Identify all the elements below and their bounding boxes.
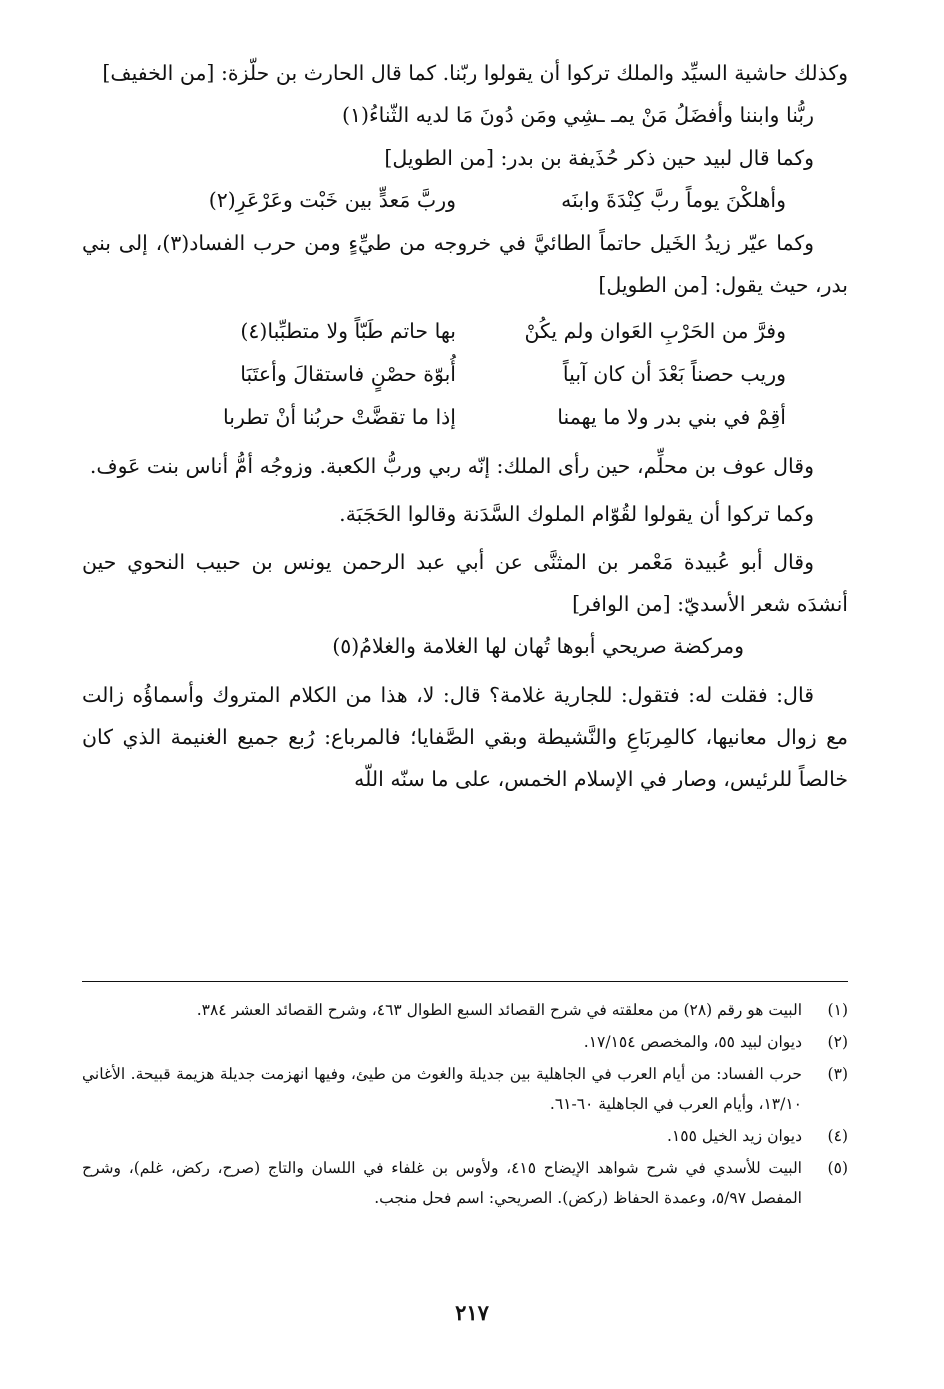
verse-line — [82, 310, 848, 353]
verse-hemistich-right: وفرَّ من الحَرْبِ العَوان ولم يكُنْ — [524, 319, 786, 343]
paragraph-6: وقال أبو عُبيدة مَعْمر بن المثنَّى عن أبي عبد الرحمن يونس بن حبيب النحوي حين أنشدَه شعر الأسديّ: [من الوافر] — [82, 550, 848, 616]
verse-hemistich-right: وأهلكْنَ يوماً ربَّ كِنْدَةَ وابنَه — [561, 188, 786, 212]
footnote-number: (٤) — [827, 1127, 848, 1145]
paragraph-7: قال: فقلت له: فتقول: للجارية غلامة؟ قال: لا، هذا من الكلام المتروك وأسماؤُه زالت مع زوال معانيها، كالمِربَاعِ والنَّشيطة وبقي الصَّفايا؛ فالمرباع: رُبع جميع الغنيمة الذي كان خالصاً للرئيس، وصار في الإسلام الخمس، على ما سنّه اللّه — [82, 683, 848, 791]
verse-hemistich-right: أقِمْ في بني بدر ولا ما يهمنا — [557, 405, 786, 429]
paragraph-5: وكما تركوا أن يقولوا لقُوّام الملوك السَّدَنة وقالوا الحَجَبَة. — [339, 502, 814, 526]
verse-hemistich-left: بها حاتم طَبّاً ولا متطبِّبا(٤) — [240, 319, 456, 343]
verse-hemistich-left: أُبوّة حصْنٍ فاستقالَ وأعتَبَا — [240, 362, 456, 386]
footnote — [82, 1121, 848, 1151]
footnote-number: (٢) — [827, 1033, 848, 1051]
footnote — [82, 1027, 848, 1057]
verse-hemistich-left: وربَّ مَعدٍّ بين خَبْت وعَرْعَرِ(٢) — [208, 188, 456, 212]
footnote-text: ديوان زيد الخيل ١٥٥. — [666, 1127, 802, 1145]
page-number: ٢١٧ — [455, 1300, 489, 1325]
footnote-text: البيت للأسدي في شرح شواهد الإيضاح ٤١٥، ولأوس بن غلفاء في اللسان والتاج (صرح، ركض، غلم)، وشرح المفصل ٥/٩٧، وعمدة الحفاظ (ركض). الصريحي: اسم فحل منجب. — [82, 1159, 802, 1207]
footnote — [82, 1059, 848, 1119]
footnote-number: (٥) — [827, 1159, 848, 1177]
footnotes — [82, 995, 848, 1215]
verse-hemistich-left: إذا ما تقضَّتْ حربُنا أنْ تطربا — [223, 405, 456, 429]
footnote-text: ديوان لبيد ٥٥، والمخصص ١٧/١٥٤. — [583, 1033, 802, 1051]
verse-line — [82, 353, 848, 396]
footnote-number: (١) — [827, 1001, 848, 1019]
paragraph-3: وكما عيّر زيدُ الخَيل حاتماً الطائيَّ في خروجه من طيِّءٍ ومن حرب الفساد(٣)، إلى بني بدر، حيث يقول: [من الطويل] — [82, 231, 848, 297]
footnote-text: البيت هو رقم (٢٨) من معلقته في شرح القصائد السبع الطوال ٤٦٣، وشرح القصائد العشر ٣٨٤. — [196, 1001, 802, 1019]
paragraph-4: وقال عوف بن محلِّم، حين رأى الملك: إنّه ربي وربُّ الكعبة. وزوجُه أمُّ أناس بنت عَوف. — [89, 454, 814, 478]
verse-hemistich-right: وريب حصناً بَعْدَ أن كان آبياً — [562, 362, 786, 386]
footnote — [82, 995, 848, 1025]
verse-asadi: ومركضة صريحي أبوها تُهان لها الغلامة والغلامُ(٥) — [332, 634, 744, 658]
verse-line — [82, 396, 848, 439]
page-body — [82, 52, 848, 800]
paragraph-2: وكما قال لبيد حين ذكر حُذَيفة بن بدر: [من الطويل] — [384, 146, 814, 170]
footnote-number: (٣) — [827, 1065, 848, 1083]
poem-zayd-al-khayl — [82, 310, 848, 439]
footnote — [82, 1153, 848, 1213]
verse-labid — [82, 179, 848, 222]
footnote-text: حرب الفساد: من أيام العرب في الجاهلية بين جديلة والغوث من طيئ، وفيها انهزمت جديلة هزيمة قبيحة. الأغاني ١٣/١٠، وأيام العرب في الجاهلية ٦٠-٦١. — [82, 1065, 802, 1113]
paragraph-1: وكذلك حاشية السيِّد والملك تركوا أن يقولوا ربّنا. كما قال الحارث بن حلّزة: [من الخفيف] — [102, 61, 848, 85]
footnote-divider — [82, 981, 848, 982]
verse-harith: ربُّنا وابننا وأفضَلُ مَنْ يمـ ـشِي ومَن دُونَ مَا لديه الثّناءُ(١) — [341, 103, 814, 127]
